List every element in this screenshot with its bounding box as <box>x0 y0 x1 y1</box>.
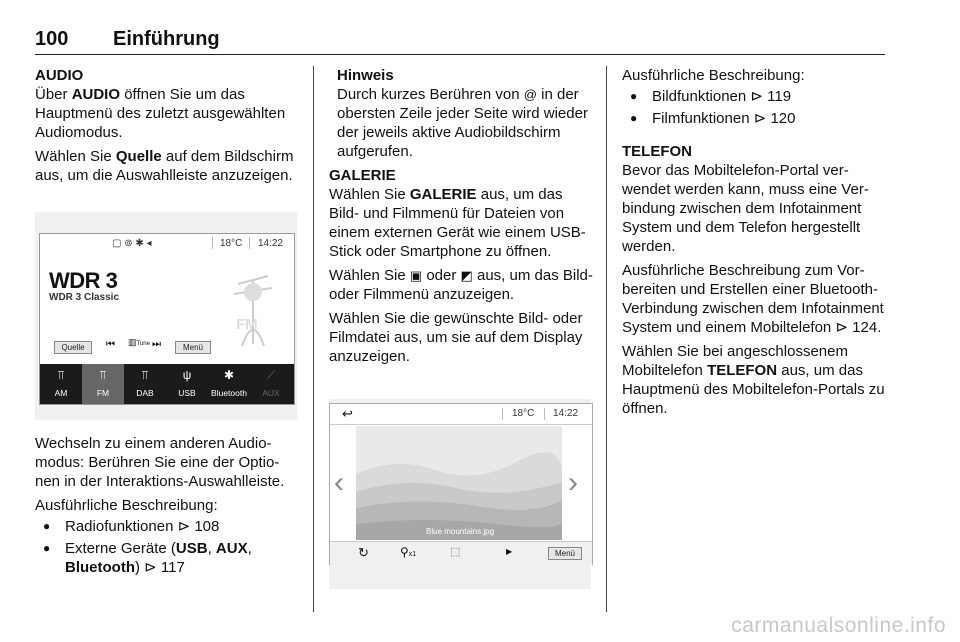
rotate-icon[interactable]: ↻ <box>358 545 369 560</box>
list-item: ● Bildfunktionen ⊳ 119 <box>622 87 887 106</box>
back-icon[interactable]: ↩ <box>342 406 353 421</box>
film-icon: ◩ <box>460 268 473 283</box>
paragraph-audio: Über AUDIO öffnen Sie um das Hauptmenü des zuletzt ausgewählten Audiomodus. <box>35 86 286 141</box>
tab-fm[interactable]: ⫪ FM <box>82 364 124 404</box>
antenna-icon: ⫪ <box>141 368 149 382</box>
next-icon[interactable]: ⏭ <box>152 339 161 350</box>
image-icon: ▣ <box>409 268 423 283</box>
column-divider <box>606 66 607 612</box>
mountains-image <box>356 426 562 540</box>
antenna-logo-icon <box>220 264 286 354</box>
zoom-icon[interactable]: ⚲x1 <box>400 545 417 559</box>
hint-box <box>329 66 593 161</box>
page-number: 100 <box>35 28 69 50</box>
bluetooth-icon: ✱ <box>223 368 235 382</box>
fm-logo: FM <box>236 316 258 333</box>
photo-preview <box>356 426 562 540</box>
paragraph-details: Ausführliche Beschreibung: <box>622 67 805 84</box>
tab-bluetooth[interactable]: ✱ Bluetooth <box>208 364 250 404</box>
station-subtitle: WDR 3 Classic <box>49 292 120 303</box>
source-tab-bar <box>40 364 294 404</box>
next-arrow-icon[interactable]: › <box>568 466 578 499</box>
paragraph-switch-mode: Wechseln zu einem anderen Audiomodus: Berühren Sie eine der Optionen in der Interaktions-Auswahlleiste. <box>35 435 285 490</box>
page-header <box>35 28 885 55</box>
paragraph-bluetooth: Ausführliche Beschreibung zum Vorbereiten und Erstellen einer Bluetooth-Verbindung zwischen dem Infotainment System und einem Mobiltelefon ⊳ 124. <box>622 262 884 336</box>
status-bar <box>330 404 592 425</box>
previous-icon[interactable]: ⏮ <box>106 339 115 350</box>
heading-hint: Hinweis <box>337 67 394 84</box>
time-label: 14:22 <box>553 408 579 419</box>
tune-icon[interactable]: ▥Tune <box>128 337 150 347</box>
paragraph-source: Wählen Sie Quelle auf dem Bildschirm aus, um die Auswahlleiste anzuzeigen. <box>35 148 294 184</box>
page-title: Einführung <box>113 28 220 50</box>
image-caption: Blue mountains.jpg <box>426 527 495 536</box>
paragraph-phone-portal: Bevor das Mobiltelefon-Portal verwendet werden kann, muss eine Verbindung zwischen dem Infotainment System und dem Telefon hergestellt werden. <box>622 162 869 255</box>
list-item: ● Filmfunktionen ⊳ 120 <box>622 109 887 128</box>
station-name: WDR 3 <box>49 268 118 293</box>
menu-button[interactable]: Menü <box>175 341 211 354</box>
paragraph-open-phone: Wählen Sie bei angeschlossenem Mobiltelefon TELEFON aus, um das Hauptmenü des Mobiltelefon-Portals zu öffnen. <box>622 343 885 417</box>
antenna-icon: ⫪ <box>99 368 107 382</box>
gallery-controls <box>330 541 592 565</box>
gallery-screenshot <box>329 399 591 589</box>
paragraph-hint: Durch kurzes Berühren von @ in der obersten Zeile jeder Seite wird wieder der jeweils aktive Audiobildschirm aufgerufen. <box>337 86 588 160</box>
heading-audio: AUDIO <box>35 67 84 84</box>
column-2 <box>329 66 593 371</box>
slideshow-icon[interactable]: ⬚ <box>450 546 461 558</box>
home-audio-icon: @ <box>523 87 537 102</box>
play-icon[interactable]: ▶ <box>506 547 513 556</box>
previous-arrow-icon[interactable]: ‹ <box>334 466 344 499</box>
status-icons: ▢ ⊚ ✱ ◂ <box>112 238 152 249</box>
tab-dab[interactable]: ⫪ DAB <box>124 364 166 404</box>
temperature-label: 18°C <box>512 408 535 419</box>
paragraph-gallery: Wählen Sie GALERIE aus, um das Bild- und Filmmenü für Dateien von einem externen Gerät wie einem USB-Stick oder Smartphone zu öffnen. <box>329 186 586 260</box>
tab-am[interactable]: ⫪ AM <box>40 364 82 404</box>
gallery-screen <box>329 403 593 565</box>
reference-list <box>622 87 887 128</box>
menu-button[interactable]: Menü <box>548 547 582 560</box>
time-label: 14:22 <box>258 238 284 249</box>
paragraph-details: Ausführliche Beschreibung: <box>35 497 218 514</box>
aux-icon: ⟋ <box>266 368 276 382</box>
column-1 <box>35 66 297 190</box>
list-item: ● Externe Geräte (USB, AUX, Bluetooth) ⊳ 117 <box>35 539 297 577</box>
temperature-label: 18°C <box>220 238 243 249</box>
column-3 <box>622 66 887 423</box>
radio-screenshot <box>35 212 297 420</box>
watermark: carmanualsonline.info <box>731 614 946 637</box>
tab-aux[interactable]: ⟋ AUX <box>250 364 292 404</box>
usb-icon: ψ <box>182 368 192 382</box>
column-divider <box>313 66 314 612</box>
heading-gallery: GALERIE <box>329 167 396 184</box>
column-1-lower <box>35 434 297 583</box>
tab-usb[interactable]: ψ USB <box>166 364 208 404</box>
reference-list <box>35 517 297 577</box>
paragraph-select-file: Wählen Sie die gewünschte Bild- oder Filmdatei aus, um sie auf dem Display anzuzeigen. <box>329 310 583 365</box>
list-item: ● Radiofunktionen ⊳ 108 <box>35 517 297 536</box>
heading-telefon: TELEFON <box>622 143 692 160</box>
paragraph-image-film: Wählen Sie ▣ oder ◩ aus, um das Bild- oder Filmmenü anzuzeigen. <box>329 267 593 303</box>
radio-screen <box>39 233 295 405</box>
antenna-icon: ⫪ <box>57 368 65 382</box>
source-button[interactable]: Quelle <box>54 341 92 354</box>
